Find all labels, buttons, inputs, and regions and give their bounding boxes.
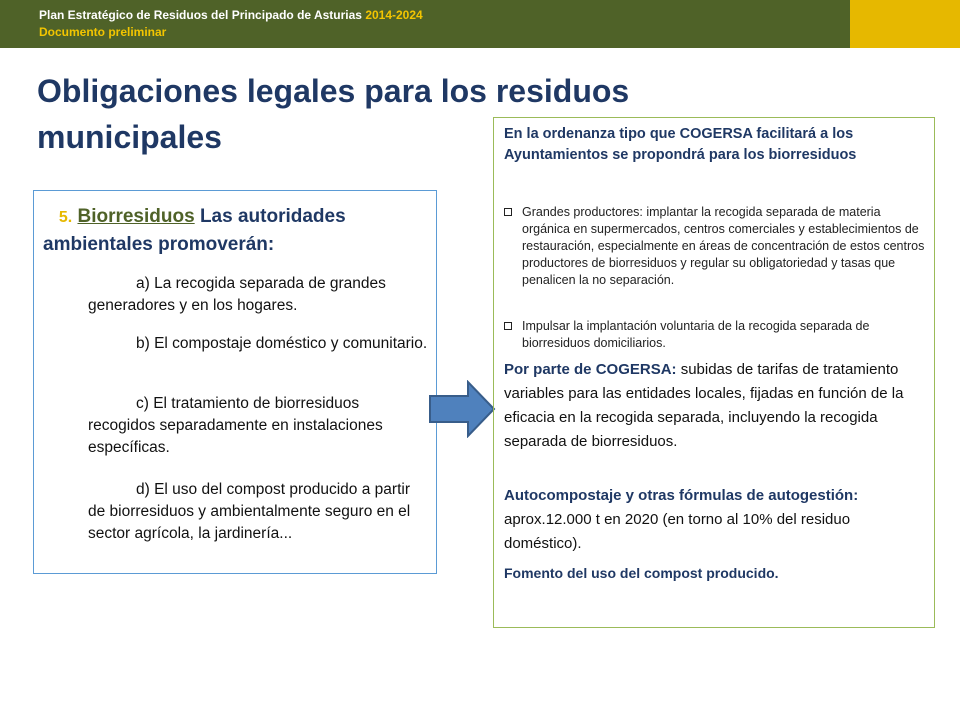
ordenanza-heading: En la ordenanza tipo que COGERSA facilitará a los Ayuntamientos se propondrá para los biorresiduos	[504, 126, 857, 163]
header-plan-title: Plan Estratégico de Residuos del Principado de Asturias 2014-2024	[39, 8, 423, 22]
biorresiduos-box	[33, 190, 437, 574]
list-item: b) El compostaje doméstico y comunitario.	[136, 335, 428, 352]
checkbox-square-icon	[504, 322, 512, 330]
header-document-status: Documento preliminar	[39, 25, 167, 39]
cogersa-lead: Por parte de COGERSA:	[504, 361, 677, 378]
autocompostaje-lead: Autocompostaje y otras fórmulas de autogestión:	[504, 487, 859, 504]
list-item: Impulsar la implantación voluntaria de la recogida separada de biorresiduos domiciliarios.	[504, 318, 928, 352]
fomento-line: Fomento del uso del compost producido.	[504, 565, 779, 581]
heading-rest: Las autoridades ambientales promoverán:	[43, 206, 346, 255]
list-item: a) La recogida separada de grandes generadores y en los hogares.	[88, 275, 386, 314]
biorresiduos-link[interactable]: Biorresiduos	[77, 206, 195, 227]
page-title: Obligaciones legales para los residuos municipales	[37, 73, 630, 155]
list-item: d) El uso del compost producido a partir de biorresiduos y ambientalmente seguro en el sector agrícola, la jardinería...	[88, 481, 411, 542]
list-item: Grandes productores: implantar la recogida separada de materia orgánica en supermercados, centros comerciales y establecimientos de restauración, especialmente en áreas de concentración de estos centros productores de biorresiduos y regular su obligatoriedad y tasas que penalicen la no separación.	[504, 204, 928, 289]
autocompostaje-paragraph: Autocompostaje y otras fórmulas de autogestión: aprox.12.000 t en 2020 (en torno al 10% del residuo doméstico).	[504, 487, 859, 552]
biorresiduos-heading	[43, 203, 433, 258]
header-years: 2014-2024	[365, 8, 423, 22]
ordenanza-box	[493, 117, 935, 628]
header-accent-block	[850, 0, 960, 48]
checkbox-square-icon	[504, 208, 512, 216]
cogersa-paragraph: Por parte de COGERSA: subidas de tarifas de tratamiento variables para las entidades locales, fijadas en función de la eficacia en la recogida separada, incluyendo la recogida separada de biorresiduos.	[504, 361, 904, 450]
item-number: 5.	[58, 209, 73, 226]
list-item: c) El tratamiento de biorresiduos recogidos separadamente en instalaciones específicas.	[88, 395, 383, 456]
right-arrow-icon	[428, 380, 496, 438]
